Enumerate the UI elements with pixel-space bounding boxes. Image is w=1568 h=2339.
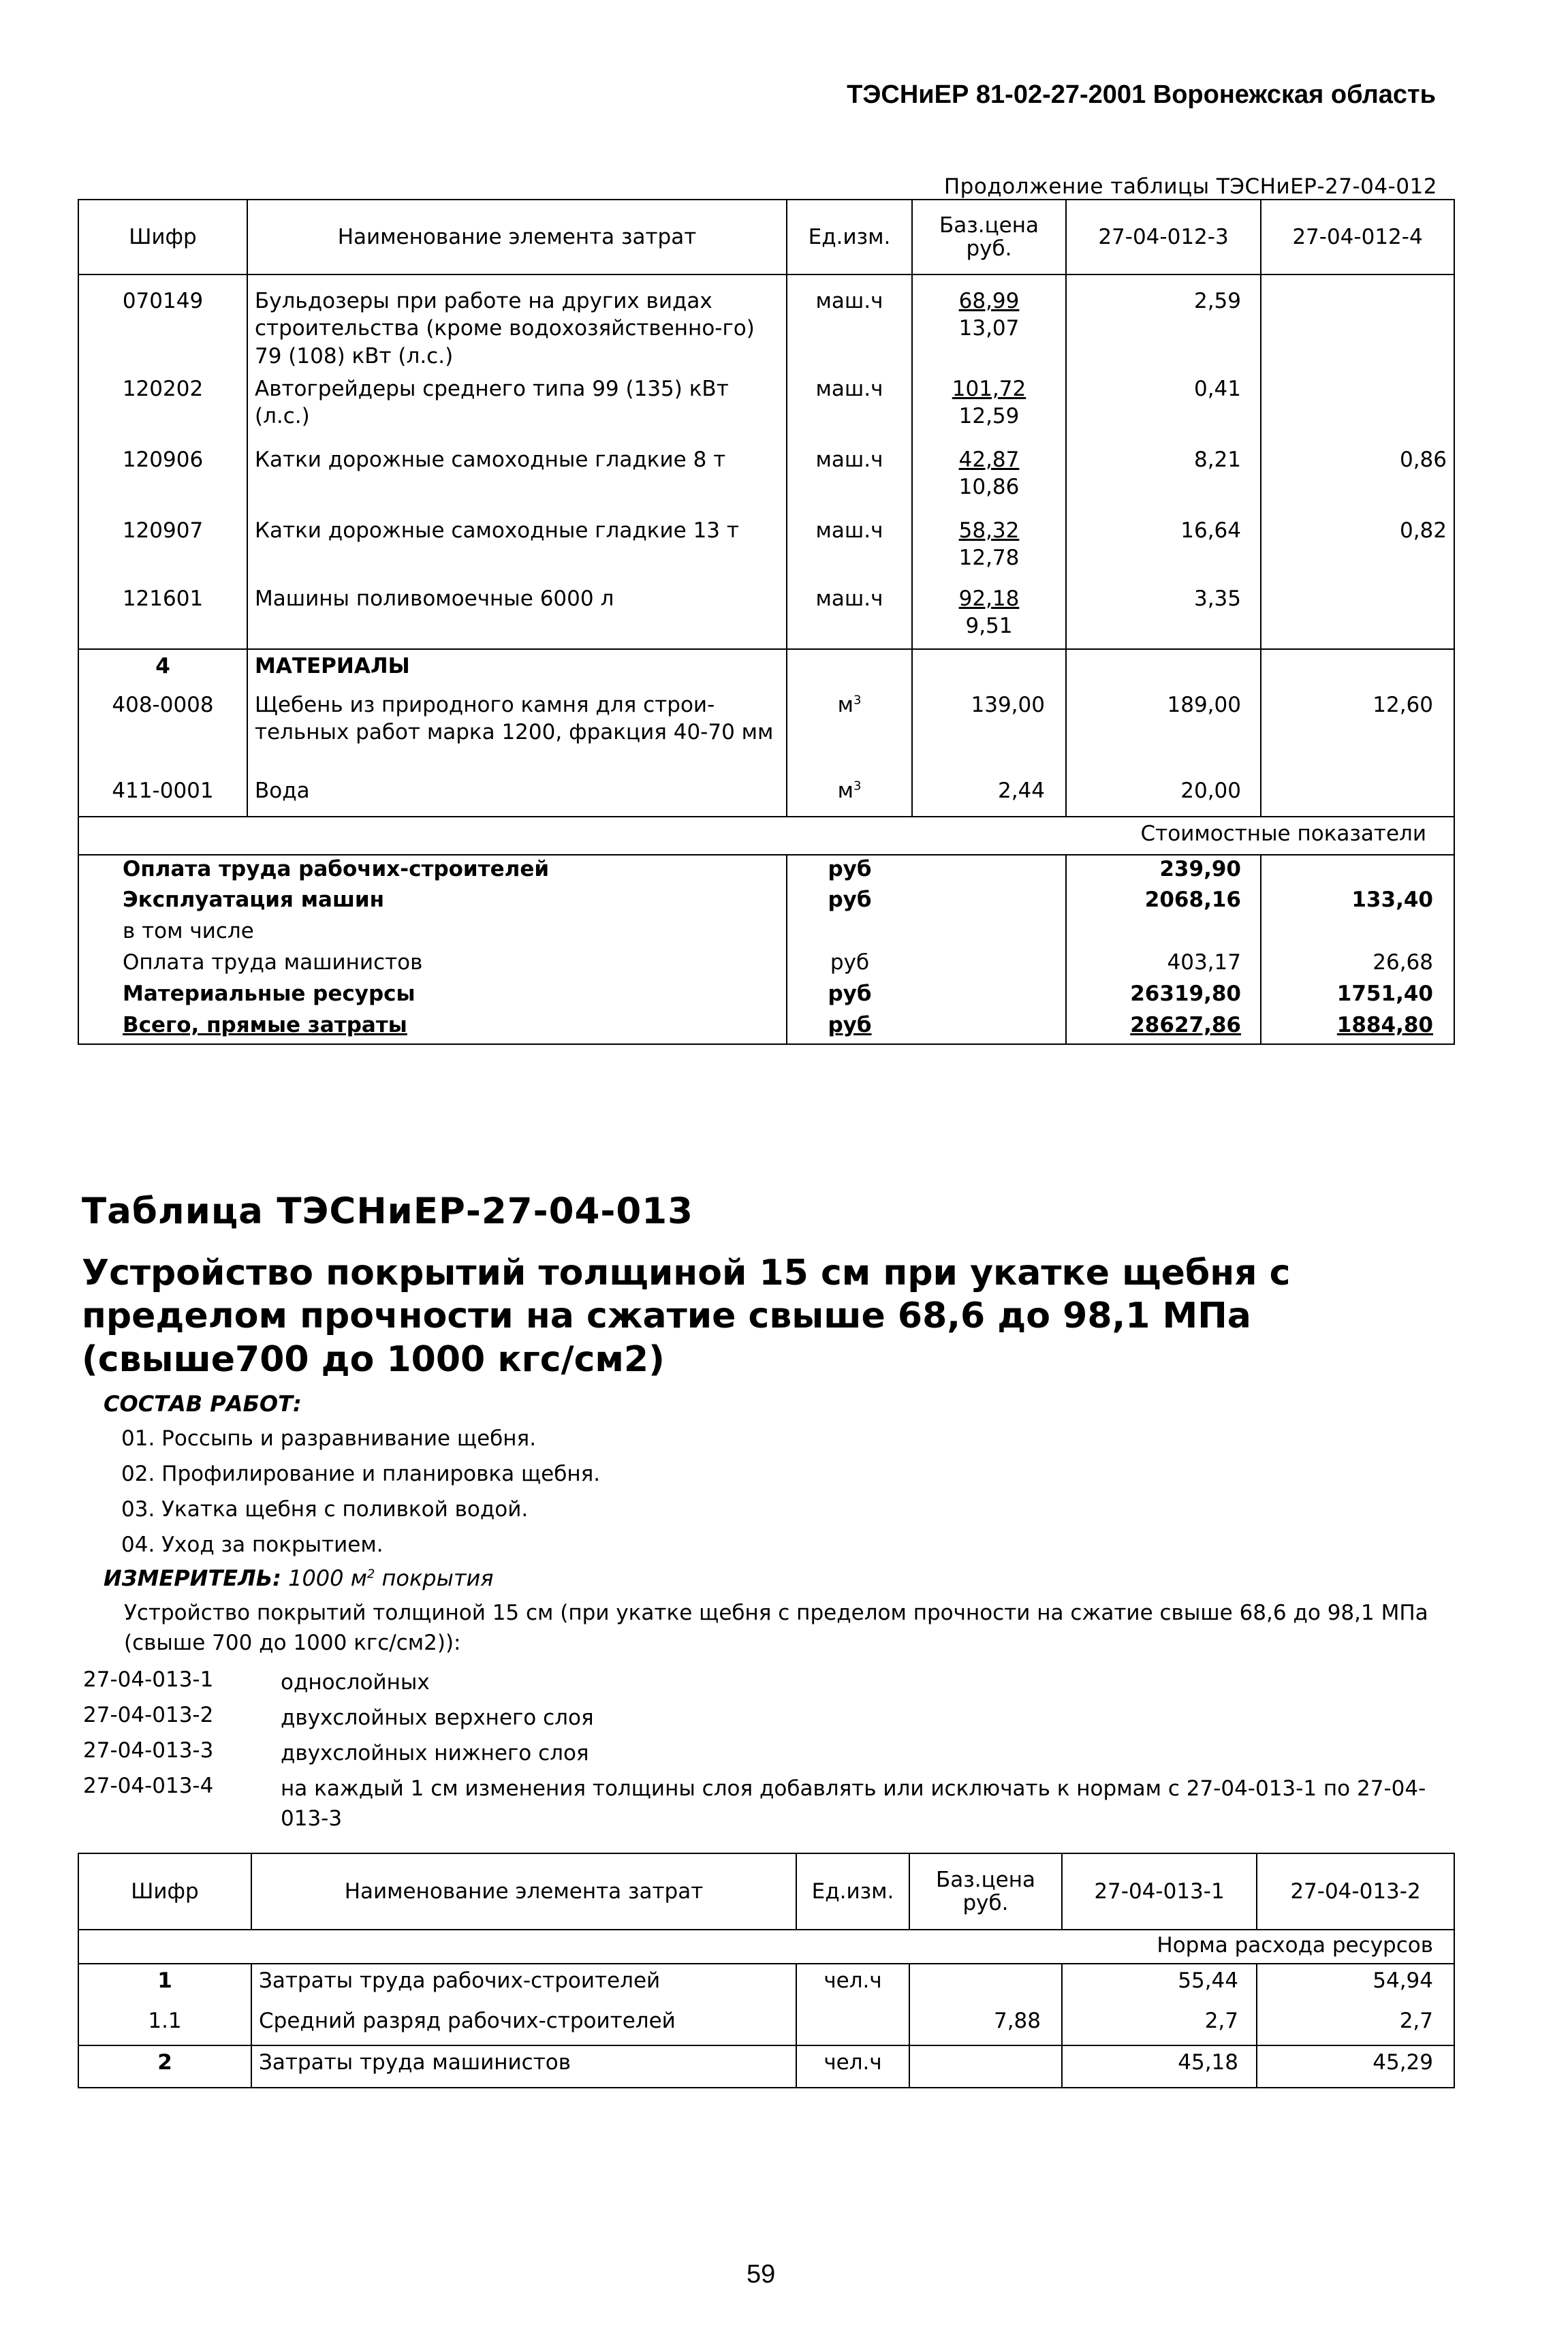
materials-code: 4 — [78, 649, 247, 689]
cell-unit: маш.ч — [787, 373, 912, 443]
cost-label: Оплата труда рабочих-строителей — [78, 855, 787, 886]
table-row — [78, 582, 1454, 649]
cost-label — [78, 1011, 787, 1044]
cell-name: Катки дорожные самоходные гладкие 13 т — [247, 514, 787, 582]
cost-value-3: 2068,16 — [1066, 886, 1261, 917]
price-machinist: 10,86 — [958, 475, 1020, 500]
price-value: 42,87 — [958, 447, 1020, 472]
cell-price — [912, 514, 1066, 582]
table-header-row — [78, 200, 1454, 274]
cell-unit: маш.ч — [787, 274, 912, 373]
cell-name: Машины поливомоечные 6000 л — [247, 582, 787, 649]
total-value-3: 28627,86 — [1130, 1012, 1241, 1037]
table-header-row — [78, 1853, 1454, 1930]
cell-unit: маш.ч — [787, 582, 912, 649]
code-list-item — [83, 1703, 1445, 1733]
cell-unit: маш.ч — [787, 514, 912, 582]
document-header-title: ТЭСНиЕР 81-02-27-2001 Воронежская область — [847, 80, 1436, 109]
price-machinist: 9,51 — [965, 614, 1013, 639]
table-row — [78, 443, 1454, 514]
cost-label: в том числе — [78, 917, 787, 949]
cell-value-1: 45,18 — [1062, 2045, 1257, 2088]
measurement-sup: 2 — [366, 1567, 375, 1582]
col-header-code: Шифр — [78, 1853, 251, 1930]
cell-name: Вода — [247, 774, 787, 817]
cost-row — [78, 886, 1454, 917]
cost-row — [78, 949, 1454, 980]
cost-unit: руб — [830, 949, 870, 975]
section-table-title: Таблица ТЭСНиЕР-27-04-013 — [82, 1191, 693, 1232]
measurement-tail: покрытия — [381, 1565, 494, 1591]
cell-value-2: 54,94 — [1373, 1968, 1433, 1993]
table-row — [78, 373, 1454, 443]
cell-unit: чел.ч — [796, 2045, 909, 2088]
cell-code: 120907 — [78, 514, 247, 582]
code: 27-04-013-3 — [83, 1738, 214, 1763]
cell-price — [912, 373, 1066, 443]
col-header-27-04-013-1: 27-04-013-1 — [1062, 1853, 1257, 1930]
resource-table-27-04-013 — [78, 1853, 1455, 2088]
cost-row — [78, 855, 1454, 886]
cost-unit — [787, 1011, 912, 1044]
cell-value-4: 0,82 — [1399, 518, 1447, 543]
cost-row — [78, 980, 1454, 1011]
cost-label: Эксплуатация машин — [78, 886, 787, 917]
price-value: 58,32 — [958, 518, 1020, 543]
resource-table-27-04-012 — [78, 199, 1455, 1045]
cell-code: 408-0008 — [78, 689, 247, 774]
cell-value-3: 0,41 — [1066, 373, 1261, 443]
cell-name: Щебень из природного камня для строи-тельных работ марка 1200, фракция 40-70 мм — [247, 689, 787, 774]
cell-value-3: 16,64 — [1066, 514, 1261, 582]
norm-caption: Норма расхода ресурсов — [78, 1930, 1454, 1964]
cost-label: Материальные ресурсы — [78, 980, 787, 1011]
cell-price — [909, 2045, 1062, 2088]
cell-price — [909, 1964, 1062, 2005]
materials-section-row — [78, 649, 1454, 689]
cell-price — [912, 582, 1066, 649]
cell-name: Автогрейдеры среднего типа 99 (135) кВт (л.с.) — [247, 373, 787, 443]
col-header-name: Наименование элемента затрат — [251, 1853, 796, 1930]
cost-value-3: 239,90 — [1066, 855, 1261, 886]
cell-code: 070149 — [78, 274, 247, 373]
table-row — [78, 514, 1454, 582]
measurement-value: 1000 м — [288, 1565, 367, 1591]
measurement-label: ИЗМЕРИТЕЛЬ: — [104, 1565, 281, 1591]
work-item: 04. Уход за покрытием. — [121, 1533, 383, 1557]
cost-unit: руб — [828, 981, 872, 1006]
cell-unit — [796, 2005, 909, 2045]
code: 27-04-013-2 — [83, 1703, 214, 1727]
unit-text: м — [837, 692, 853, 717]
cell-value-1: 2,7 — [1062, 2005, 1257, 2045]
cost-caption: Стоимостные показатели — [78, 817, 1454, 855]
code-text: однослойных — [281, 1670, 430, 1695]
total-value-4: 1884,80 — [1336, 1012, 1433, 1037]
work-composition-heading: СОСТАВ РАБОТ: — [104, 1391, 302, 1417]
cell-value-2: 45,29 — [1257, 2045, 1454, 2088]
cell-name: Катки дорожные самоходные гладкие 8 т — [247, 443, 787, 514]
measurement-unit-line — [104, 1565, 494, 1591]
cost-value-4: 1751,40 — [1336, 981, 1433, 1006]
cell-value-2: 2,7 — [1399, 2009, 1433, 2033]
cost-row — [78, 1011, 1454, 1044]
cost-unit: руб — [828, 887, 872, 912]
total-label: Всего, прямые затраты — [123, 1012, 407, 1037]
cell-value-3: 2,59 — [1066, 274, 1261, 373]
cost-value-4 — [1261, 855, 1454, 886]
section-subtitle: Устройство покрытий толщиной 15 см при укатке щебня с пределом прочности на сжатие свыше 68,6 до 98,1 МПа (свыше700 до 1000 кгс/см2) — [82, 1253, 1291, 1380]
cell-value-3: 3,35 — [1066, 582, 1261, 649]
code-text: на каждый 1 см изменения толщины слоя добавлять или исключать к нормам с 27-04-013-1 по 27-04-013-3 — [281, 1776, 1426, 1832]
code-list-item — [83, 1667, 1445, 1697]
col-header-unit: Ед.изм. — [787, 200, 912, 274]
cell-value-1: 55,44 — [1062, 1964, 1257, 2005]
cell-value-4: 0,86 — [1399, 447, 1447, 472]
code-list-item — [83, 1774, 1445, 1834]
cell-value-4 — [1261, 373, 1454, 443]
cell-value-4: 12,60 — [1373, 692, 1433, 717]
cell-code: 411-0001 — [78, 774, 247, 817]
table-row — [78, 2005, 1454, 2045]
col-header-price: Баз.цена руб. — [909, 1853, 1062, 1930]
price-value: 101,72 — [952, 376, 1026, 401]
cell-value-3: 8,21 — [1066, 443, 1261, 514]
cell-name: Средний разряд рабочих-строителей — [251, 2005, 796, 2045]
cell-value-4 — [1261, 274, 1454, 373]
cost-value-3: 403,17 — [1066, 949, 1261, 980]
table-row — [78, 1964, 1454, 2005]
code-list-item — [83, 1738, 1445, 1768]
total-unit: руб — [828, 1012, 872, 1037]
price-value: 68,99 — [958, 289, 1020, 313]
norm-caption-row — [78, 1930, 1454, 1964]
cell-name: Затраты труда машинистов — [251, 2045, 796, 2088]
cell-value-4 — [1261, 774, 1454, 817]
work-item: 03. Укатка щебня с поливкой водой. — [121, 1497, 529, 1522]
cell-price: 7,88 — [909, 2005, 1062, 2045]
cost-label: Оплата труда машинистов — [78, 949, 787, 980]
cell-code: 1.1 — [78, 2005, 251, 2045]
code-text: двухслойных нижнего слоя — [281, 1741, 589, 1765]
cell-code: 1 — [78, 1964, 251, 2005]
cell-value-3: 189,00 — [1066, 689, 1261, 774]
code: 27-04-013-4 — [83, 1774, 214, 1798]
unit-text: м — [837, 778, 853, 803]
cell-price — [912, 443, 1066, 514]
cell-unit: $м^3$ — [787, 689, 912, 774]
col-header-27-04-012-4: 27-04-012-4 — [1261, 200, 1454, 274]
col-header-27-04-013-2: 27-04-013-2 — [1257, 1853, 1454, 1930]
col-header-unit: Ед.изм. — [796, 1853, 909, 1930]
cost-value-4: 133,40 — [1351, 887, 1433, 912]
page-number: 59 — [747, 2260, 776, 2289]
cost-value-3 — [1066, 1011, 1261, 1044]
cell-unit: чел.ч — [796, 1964, 909, 2005]
cost-value-4: 26,68 — [1373, 949, 1433, 975]
price-machinist: 12,59 — [958, 404, 1020, 429]
table-row — [78, 774, 1454, 817]
cell-code: 120202 — [78, 373, 247, 443]
price-machinist: 13,07 — [958, 316, 1020, 341]
work-item: 02. Профилирование и планировка щебня. — [121, 1462, 601, 1486]
materials-label: МАТЕРИАЛЫ — [247, 649, 787, 689]
cell-name: Затраты труда рабочих-строителей — [251, 1964, 796, 2005]
table-row — [78, 274, 1454, 373]
col-header-name: Наименование элемента затрат — [247, 200, 787, 274]
table-continuation-caption: Продолжение таблицы ТЭСНиЕР-27-04-012 — [943, 174, 1437, 199]
cell-price — [912, 274, 1066, 373]
price-value: 92,18 — [958, 586, 1020, 611]
cell-value-3: 20,00 — [1066, 774, 1261, 817]
cell-price: 2,44 — [912, 774, 1066, 817]
cost-caption-row — [78, 817, 1454, 855]
table-row — [78, 689, 1454, 774]
code-text: двухслойных верхнего слоя — [281, 1706, 594, 1730]
work-item: 01. Россыпь и разравнивание щебня. — [121, 1426, 537, 1451]
cell-value-4 — [1261, 582, 1454, 649]
cost-value-4 — [1261, 1011, 1454, 1044]
cost-row — [78, 917, 1454, 949]
cell-name: Бульдозеры при работе на других видах строительства (кроме водохозяйственно-го) 79 (108) кВт (л.с.) — [247, 274, 787, 373]
cell-code: 2 — [78, 2045, 251, 2088]
section-description: Устройство покрытий толщиной 15 см (при укатке щебня с пределом прочности на сжатие свыше 68,6 до 98,1 МПа (свыше 700 до 1000 кгс/см2)): — [124, 1601, 1428, 1656]
col-header-27-04-012-3: 27-04-012-3 — [1066, 200, 1261, 274]
table-row — [78, 2045, 1454, 2088]
code: 27-04-013-1 — [83, 1667, 214, 1692]
cost-unit: руб — [828, 856, 872, 881]
col-header-code: Шифр — [78, 200, 247, 274]
cell-code: 121601 — [78, 582, 247, 649]
price-machinist: 12,78 — [958, 546, 1020, 571]
cell-price: 139,00 — [912, 689, 1066, 774]
cell-code: 120906 — [78, 443, 247, 514]
cell-unit: маш.ч — [787, 443, 912, 514]
cost-value-3: 26319,80 — [1066, 980, 1261, 1011]
cell-unit: $м^3$ — [787, 774, 912, 817]
col-header-price: Баз.цена руб. — [912, 200, 1066, 274]
